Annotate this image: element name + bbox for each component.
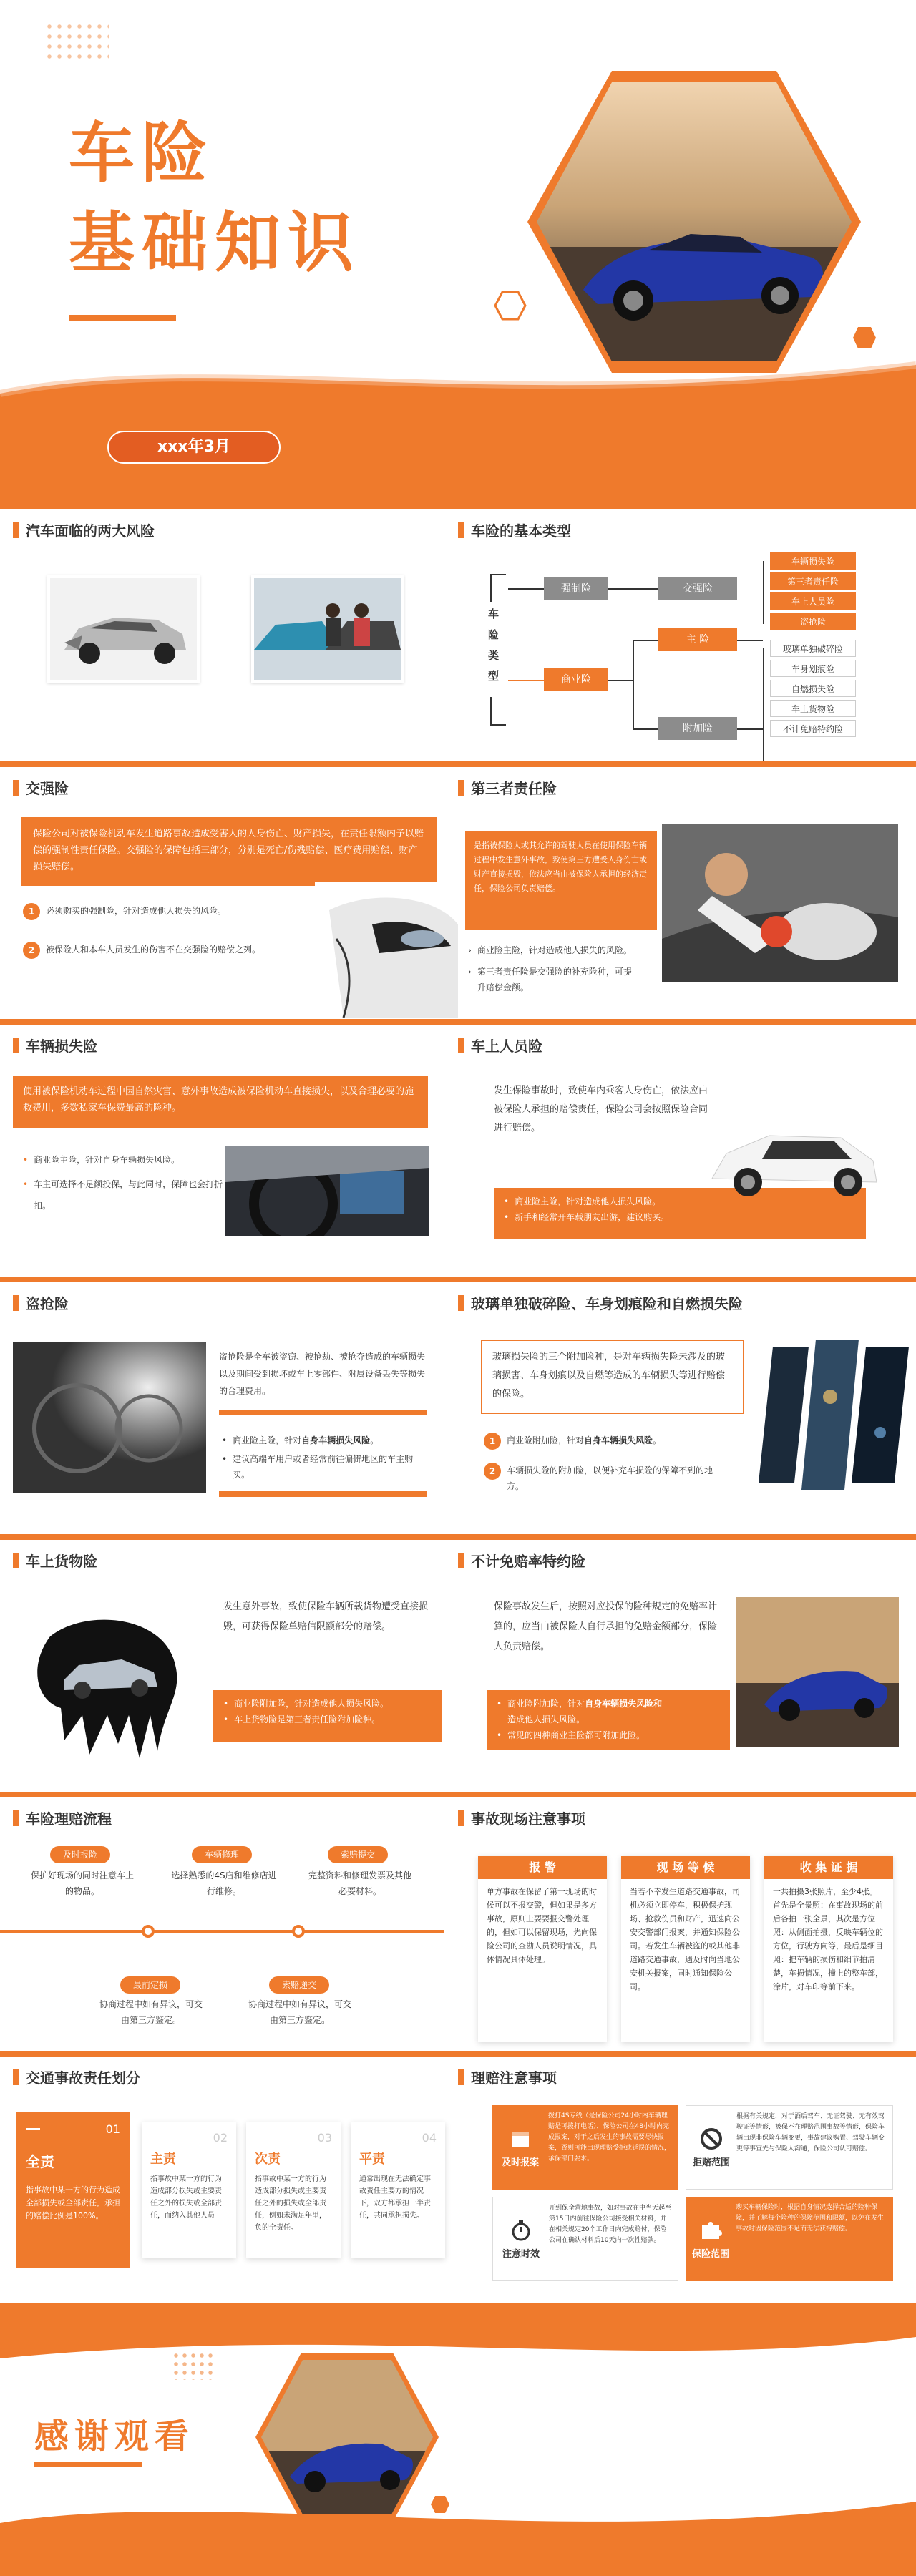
process-step-text: 完整资料和修理发票及其他必要材料。: [308, 1870, 411, 1896]
section-title: 汽车面临的两大风险: [13, 519, 155, 540]
end-hexagon-photo: [254, 2351, 440, 2523]
car-polish-image: [662, 824, 898, 982]
tip-report: 及时报案 拨打4S专线（是保险公司24小时内车辆理赔是可拨打电话），保险公司在48小时内完成报案，对于之后发生的事故需要尽快报案，否则可能出现理赔受拒或延误的情况，承保部门要求。: [492, 2105, 678, 2190]
section-title: 理赔注意事项: [458, 2067, 557, 2087]
cargo-bullets: • 商业险附加险，针对造成他人损失风险。 • 车上货物险是第三者责任险附加险种。: [213, 1690, 442, 1742]
glass-points: 1 商业险附加险，针对自身车辆损失风险。 2 车辆损失险的附加险，以便补充车损险的保障不到的地方。: [484, 1433, 727, 1494]
dot-pattern: [44, 21, 109, 64]
slide-jiaoqiang-third: [0, 767, 916, 1025]
cover-title-1: 车险: [69, 115, 215, 192]
blue-car-sunset-image: [736, 1597, 899, 1747]
section-title: 车上货物险: [13, 1550, 97, 1571]
zhuxian-box: 主 险: [658, 628, 737, 651]
process-step-text: 协商过程中如有异议，可交由第三方鉴定。: [99, 1999, 203, 2025]
third-party-description: 是指被保险人或其允许的驾驶人员在使用保险车辆过程中发生意外事故，致使第三方遭受人身伤亡或财产直接损毁，依法应当由被保险人承担的经济责任，保险公司负责赔偿。: [465, 831, 657, 930]
vertical-type-label: 车险类型: [485, 602, 500, 697]
main-item: 第三者责任险: [770, 572, 856, 590]
theft-bullets: • 商业险主险，针对自身车辆损失风险。 • 建议高端车用户或者经常前往偏僻地区的车主购买。: [222, 1435, 414, 1480]
add-item: 自燃损失险: [770, 680, 856, 697]
process-step-label: 索赔递交: [269, 1976, 329, 1994]
accident-card: 收 集 证 据 一共拍摄3张照片，至少4张。首先是全景照：在事故现场的前后各拍一张全景，其次是方位照：从侧面拍摄，反映车辆位的方位，行驶方向等，最后是细目照：把车辆的损伤和细节拍清楚，车损情况，撞上的整车部，涂片，对车印等前下来。: [764, 1856, 893, 2042]
end-title: 感谢观看: [34, 2416, 195, 2457]
process-step-label: 最前定损: [120, 1976, 180, 1994]
section-title: 交强险: [13, 777, 69, 798]
jiaoqiang-points: 1 必须购买的强制险，针对造成他人损失的风险。 2 被保险人和本车人员发生的伤害不在交强险的赔偿之列。: [23, 903, 309, 959]
process-step-text: 选择熟悉的4S店和维修店进行维修。: [171, 1870, 277, 1896]
tip-timeliness: 注意时效 开到保全营地事故，如对事故在中当天起至第15日内前往保险公司接受相关材料，并在相关规定20个工作日内完成赔付，保险公司在确认材料后10天内一次性赔款。: [492, 2197, 678, 2281]
puzzle-icon: [699, 2219, 722, 2242]
hexagon-photo-frame: [526, 68, 862, 376]
add-item: 不计免赔特约险: [770, 720, 856, 737]
tip-coverage: 保险范围 购买车辆保险时，根据自身情况选择合适的险种保障，并了解每个险种的保障范围和限额，以免在发生事故时因保险范围不足而无法获得赔偿。: [686, 2197, 893, 2281]
cargo-description: 发生意外事故，致使保险车辆所载货物遭受直接损毁，可获得保险单赔信限额部分的赔偿。: [223, 1601, 429, 1632]
section-title: 车险理赔流程: [13, 1807, 112, 1828]
deductible-bullets: • 商业险附加险，针对自身车辆损失风险和 造成他人损失风险。 • 常见的四种商业主险都可附加此险。: [487, 1690, 730, 1750]
slide-liability-claims: [0, 2057, 916, 2308]
process-step-text: 保护好现场的同时注意车上的物品。: [30, 1870, 134, 1896]
liability-card: 02 主责 指事故中某一方的行为造成部分损失或主要责任之外的损失或全部责任，而纳入其他人员: [142, 2122, 236, 2258]
damage-bullets: • 商业险主险，针对自身车辆损失风险。 • 车主可选择不足额投保，与此同时，保障也会打折扣。: [23, 1155, 223, 1211]
theft-underline: [219, 1410, 427, 1415]
theft-underline-2: [219, 1491, 427, 1497]
section-title: 车辆损失险: [13, 1035, 97, 1055]
section-title: 车上人员险: [458, 1035, 542, 1055]
passenger-description: 发生保险事故时，致使车内乘客人身伤亡，依法应由被保险人承担的赔偿责任，保险公司会按照保险合同进行赔偿。: [494, 1085, 708, 1133]
deductible-description: 保险事故发生后，按照对应投保的险种规定的免赔率计算的，应当由被保险人自行承担的免赔金额部分，保险人负责赔偿。: [494, 1601, 718, 1652]
damage-description: 使用被保险机动车过程中因自然灾害、意外事故造成被保险机动车直接损失，以及合理必要的施救费用，多数私家车保费最高的险种。: [13, 1076, 428, 1128]
shangye-box: 商业险: [544, 668, 608, 691]
accident-card: 报 警 单方事故在保留了第一现场的时候可以不报交警，但如果是多方事故，原则上要要报交警处理的，但如可以保留现场，先向保险公司的查勘人员说明情况，具体情况具体处理。: [478, 1856, 607, 2042]
main-item: 盗抢险: [770, 613, 856, 630]
dot-pattern-3: [172, 2351, 215, 2380]
slide-separator: [0, 1792, 916, 1797]
small-hexagon: [494, 290, 527, 321]
date-pill: xxx年3月: [107, 431, 281, 464]
jiaoqiang-box: 交强险: [658, 577, 737, 600]
section-title: 车险的基本类型: [458, 519, 571, 540]
slide-cargo-deductible: [0, 1540, 916, 1797]
slide-theft-glass: [0, 1282, 916, 1540]
slide-separator: [0, 761, 916, 767]
end-underline: [34, 2462, 142, 2467]
clock-icon: [509, 2127, 532, 2150]
jiaoqiang-description: 保险公司对被保险机动车发生道路事故造成受害人的人身伤亡、财产损失，在责任限额内予以赔偿的强制性责任保险。交强险的保障包括三部分，分别是死亡/伤残赔偿、医疗费用赔偿、财产损失赔偿。: [21, 817, 437, 886]
passenger-bullets: • 商业险主险，针对造成他人损失风险。 • 新手和经常开车载朋友出游，建议购买。: [494, 1188, 866, 1239]
insurance-type-tree: [487, 552, 909, 760]
process-step-label: 及时报险: [50, 1846, 110, 1863]
slide-separator: [0, 2303, 916, 2308]
third-party-bullets: › 商业险主险，针对造成他人损失的风险。 › 第三者责任险是交强险的补充险种，可提升赔偿金额。: [468, 945, 632, 992]
add-item: 车上货物险: [770, 700, 856, 717]
dashboard-image: [13, 1342, 206, 1493]
timeline-dot: [142, 1925, 155, 1938]
accident-card: 现 场 等 候 当若不幸发生道路交通事故，司机必须立即停车，积极保护现场、抢救伤员和财产，迅速向公安交警部门报案，并通知保险公司。若发生车辆被盗的或其他非道路交通事故，遇及时向当地公安机关报案，同时通知保险公司。: [621, 1856, 750, 2042]
process-step-text: 协商过程中如有异议，可交由第三方鉴定。: [248, 1999, 351, 2025]
main-item: 车辆损失险: [770, 552, 856, 570]
section-title: 第三者责任险: [458, 777, 557, 798]
tip-refusal: 拒赔范围 根据有关规定，对于酒后驾车、无证驾驶、无有效驾驶证等情形，被保不在理赔范围事故等情形，保险车辆出现非保险车辆变更，事故建议购置、驾驶车辆变更等事宜先与保险人沟通，保险公司认可赔偿。: [686, 2105, 893, 2190]
ending-slide: [0, 2308, 916, 2576]
qiangzhi-box: 强制险: [544, 577, 608, 600]
section-title: 玻璃单独破碎险、车身划痕险和自燃损失险: [458, 1292, 743, 1313]
main-item: 车上人员险: [770, 592, 856, 610]
section-title: 事故现场注意事项: [458, 1807, 585, 1828]
white-suv-image: [705, 1111, 884, 1204]
slide-separator: [0, 1019, 916, 1025]
process-step-label: 索赔提交: [328, 1846, 388, 1863]
ink-car-image: [21, 1608, 186, 1758]
car-headlight-image: [315, 882, 458, 1018]
section-title: 盗抢险: [13, 1292, 69, 1313]
slide-damage-passenger: [0, 1025, 916, 1282]
fujia-box: 附加险: [658, 717, 737, 740]
crashed-car-image: [50, 578, 197, 680]
liability-card-full: 01 全责 指事故中某一方的行为造成全部损失或全部责任，承担的赔偿比例是100%。: [16, 2112, 130, 2268]
process-timeline: [0, 1930, 444, 1933]
forbidden-icon: [700, 2127, 723, 2150]
small-hexagon-3: [429, 2494, 451, 2514]
process-step-label: 车辆修理: [192, 1846, 252, 1863]
slide-separator: [0, 1534, 916, 1540]
liability-card: 04 平责 通常出现在无法确定事故责任主要方的情况下，双方都承担一半责任，共同承担损失。: [351, 2122, 445, 2258]
add-item: 车身划痕险: [770, 660, 856, 677]
risk-card-2: 造成他人损失风险: [240, 575, 415, 718]
glass-strips-image: [759, 1340, 909, 1490]
timeline-dot: [292, 1925, 305, 1938]
cover-title-2: 基础知识: [69, 205, 361, 281]
stopwatch-icon: [510, 2219, 532, 2242]
cover-slide: [0, 0, 916, 509]
section-title: 交通事故责任划分: [13, 2067, 140, 2087]
section-title: 不计免赔率特约险: [458, 1550, 585, 1571]
liability-card: 03 次责 指事故中某一方的行为造成部分损失或主要责任之外的损失或全部责任，例如未满足年里，负的全责任。: [246, 2122, 341, 2258]
slide-risks-types: [0, 509, 916, 767]
slide-separator: [0, 2051, 916, 2057]
driving-interior-image: [225, 1146, 429, 1236]
title-underline: [69, 315, 176, 321]
small-hexagon-2: [852, 326, 877, 350]
risk-card-1: 自身车辆损失风险: [36, 575, 211, 718]
collision-image: [254, 578, 401, 680]
theft-description: 盗抢险是全车被盗窃、被抢劫、被抢夺造成的车辆损失以及期间受到损坏或车上零部件、附属设备丢失等损失的合理费用。: [219, 1352, 426, 1396]
slide-separator: [0, 1277, 916, 1282]
add-item: 玻璃单独破碎险: [770, 640, 856, 657]
slide-claims-process: [0, 1797, 916, 2057]
glass-description-box: 玻璃损失险的三个附加险种，是对车辆损失险未涉及的玻璃损害、车身划痕以及自燃等造成的车辆损失等进行赔偿的保险。: [481, 1340, 744, 1414]
